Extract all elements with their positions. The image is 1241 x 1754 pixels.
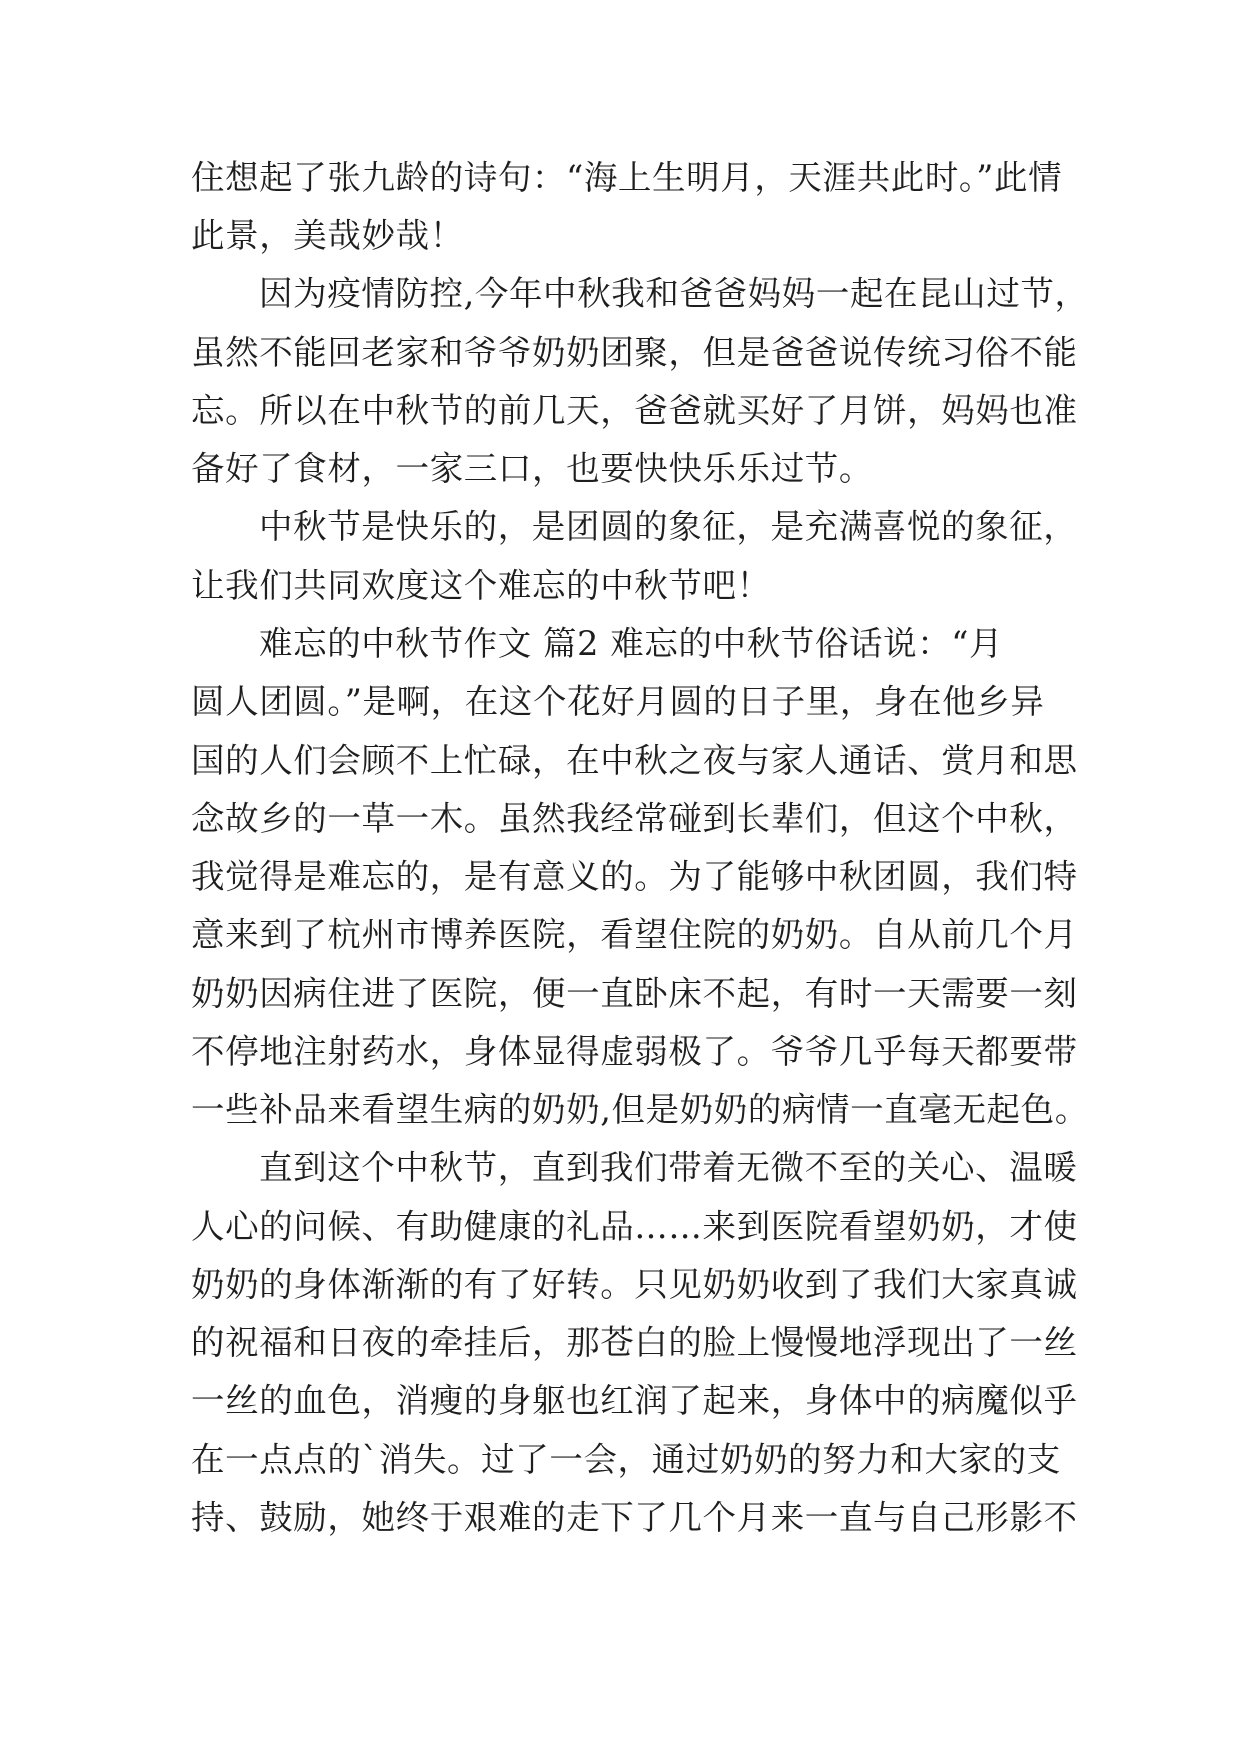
text-line: 意来到了杭州市博养医院，看望住院的奶奶。自从前几个月 [191, 915, 1078, 954]
section-heading-line: 难忘的中秋节作文 篇2 难忘的中秋节俗话说：“月 [259, 624, 1004, 663]
text-line: 念故乡的一草一木。虽然我经常碰到长辈们，但这个中秋， [191, 799, 1078, 838]
text-line: 圆人团圆。”是啊，在这个花好月圆的日子里，身在他乡异 [191, 682, 1045, 721]
text-line: 奶奶的身体渐渐的有了好转。只见奶奶收到了我们大家真诚 [191, 1265, 1078, 1304]
text-line: 国的人们会顾不上忙碌，在中秋之夜与家人通话、赏月和思 [191, 741, 1078, 780]
text-line: 我觉得是难忘的，是有意义的。为了能够中秋团圆，我们特 [191, 857, 1078, 896]
text-line: 不停地注射药水，身体显得虚弱极了。爷爷几乎每天都要带 [191, 1032, 1078, 1071]
text-line: 一丝的血色，消瘦的身躯也红润了起来，身体中的病魔似乎 [191, 1381, 1078, 1420]
text-line: 忘。所以在中秋节的前几天，爸爸就买好了月饼，妈妈也准 [191, 391, 1078, 430]
text-line: 在一点点的`消失。过了一会，通过奶奶的努力和大家的支 [191, 1440, 1061, 1479]
text-line: 让我们共同欢度这个难忘的中秋节吧！ [191, 566, 771, 605]
text-line: 人心的问候、有助健康的礼品……来到医院看望奶奶，才使 [191, 1207, 1078, 1246]
paragraph-start-line: 中秋节是快乐的，是团圆的象征，是充满喜悦的象征， [259, 507, 1078, 546]
text-line: 备好了食材，一家三口，也要快快乐乐过节。 [191, 449, 873, 488]
text-line: 虽然不能回老家和爷爷奶奶团聚，但是爸爸说传统习俗不能 [191, 333, 1078, 372]
text-line: 的祝福和日夜的牵挂后，那苍白的脸上慢慢地浮现出了一丝 [191, 1323, 1078, 1362]
paragraph-start-line: 直到这个中秋节，直到我们带着无微不至的关心、温暖 [259, 1148, 1078, 1187]
text-line: 奶奶因病住进了医院，便一直卧床不起，有时一天需要一刻 [191, 974, 1078, 1013]
text-line: 此景，美哉妙哉！ [191, 216, 464, 255]
text-line: 一些补品来看望生病的奶奶,但是奶奶的病情一直毫无起色。 [191, 1090, 1089, 1129]
paragraph-start-line: 因为疫情防控,今年中秋我和爸爸妈妈一起在昆山过节， [259, 274, 1089, 313]
text-line: 住想起了张九龄的诗句：“海上生明月，天涯共此时。”此情 [191, 158, 1063, 197]
text-line: 持、鼓励，她终于艰难的走下了几个月来一直与自己形影不 [191, 1498, 1078, 1537]
